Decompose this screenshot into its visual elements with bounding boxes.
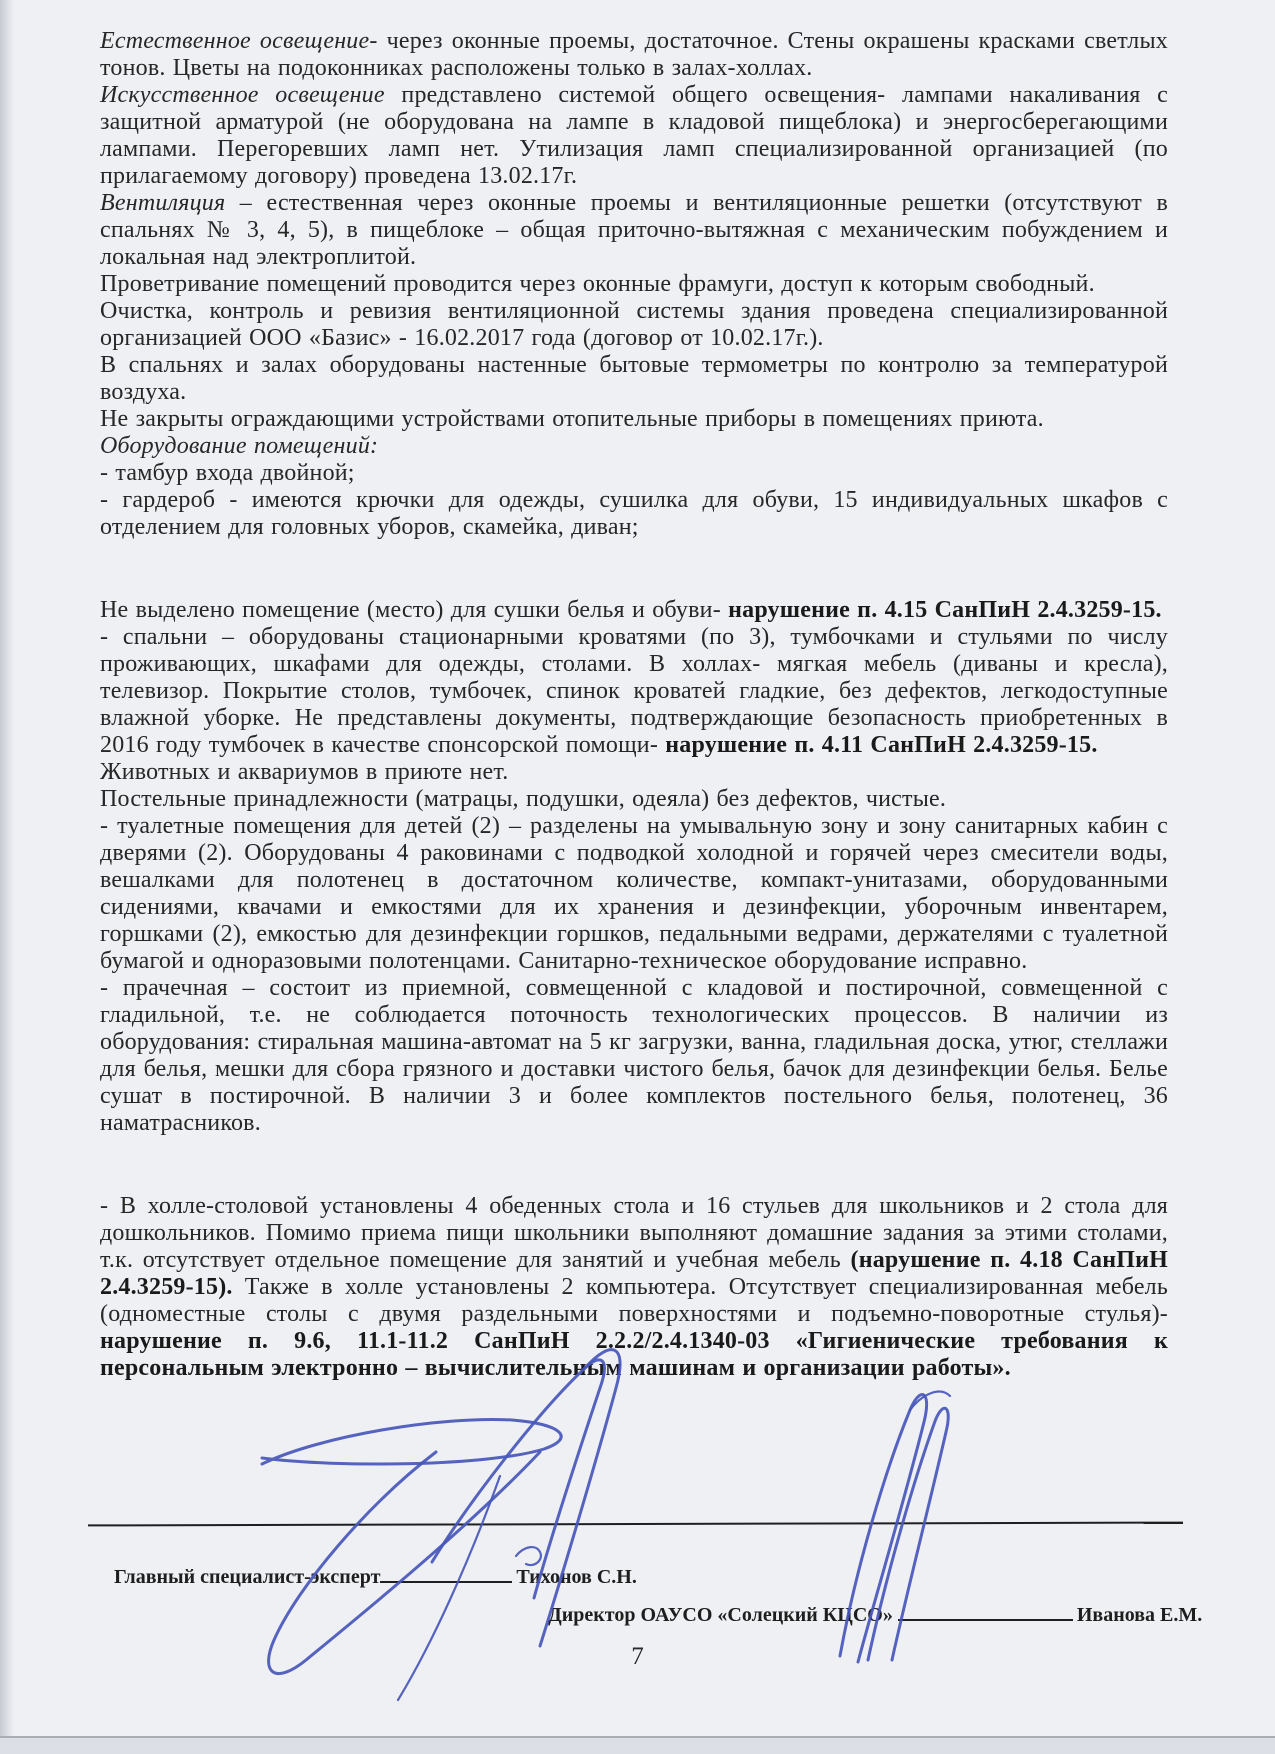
- signature-divider-line: [88, 1522, 1183, 1527]
- report-body-text: [100, 28, 1168, 1382]
- signatory-role-director: Директор ОАУСО «Солецкий КЦСО»: [548, 1604, 893, 1626]
- text-segment: Оборудование помещений:: [100, 433, 379, 459]
- paragraph: [100, 406, 1168, 433]
- text-segment: Вентиляция: [100, 190, 226, 216]
- paragraph: [100, 597, 1168, 624]
- signature-blank-line: [898, 1615, 1073, 1621]
- scan-shadow-left: [0, 0, 14, 1754]
- text-segment: Естественное освещение: [100, 28, 370, 54]
- text-segment: - спальни – оборудованы стационарными кроватями (по 3), тумбочками и стульями по числу проживающих, шкафами для одежды, столами. В холлах- мягкая мебель (диваны и кресла), телевизор. Покрытие столов, тумбочек, спинок кроватей гладкие, без дефектов, легкодоступные влажной уборке. Не представлены документы, подтверждающие безопасность приобретенных в 2016 году тумбочек в качестве спонсорской помощи-: [100, 624, 1168, 758]
- paragraph: [100, 190, 1168, 271]
- text-segment: - тамбур входа двойной;: [100, 460, 355, 486]
- paragraph: [100, 487, 1168, 541]
- page-number: 7: [631, 1643, 644, 1670]
- text-segment: В спальнях и залах оборудованы настенные бытовые термометры по контролю за температурой воздуха.: [100, 352, 1168, 405]
- text-segment: нарушение п. 4.11 СанПиН 2.4.3259-15.: [665, 732, 1098, 758]
- signatory-name-director: Иванова Е.М.: [1076, 1604, 1203, 1626]
- signatory-role-expert: Главный специалист-эксперт: [114, 1566, 381, 1588]
- text-segment: нарушение п. 4.15 СанПиН 2.4.3259-15.: [728, 597, 1162, 623]
- scan-edge-bottom: [0, 1736, 1275, 1754]
- signatory-name-expert: Тихонов С.Н.: [516, 1566, 637, 1588]
- paragraph: [100, 433, 1168, 460]
- paragraph: [100, 813, 1168, 975]
- text-segment: Также в холле установлены 2 компьютера. Отсутствует специализированная мебель (одноместные столы с двумя раздельными поверхностями и подъемно-поворотные стулья)-: [100, 1274, 1168, 1327]
- text-segment: - через оконные проемы, достаточное. Стены окрашены красками светлых тонов. Цветы на подоконниках расположены только в залах-холлах.: [100, 28, 1168, 81]
- signature-blank-line: [380, 1577, 512, 1583]
- paragraph: [100, 786, 1168, 813]
- paragraph: [100, 82, 1168, 190]
- paragraph: [100, 298, 1168, 352]
- text-segment: (нарушение п. 4.18 СанПиН 2.4.3259-15).: [100, 1247, 1168, 1300]
- text-segment: - туалетные помещения для детей (2) – разделены на умывальную зону и зону санитарных кабин с дверями (2). Оборудованы 4 раковинами с подводкой холодной и горячей через смесители воды, вешалками для полотенец в достаточном количестве, компакт-унитазами, оборудованными сидениями, квачами и емкостями для их хранения и дезинфекции, уборочным инвентарем, горшками (2), емкостью для дезинфекции горшков, педальными ведрами, держателями с туалетной бумагой и одноразовыми полотенцами. Санитарно-техническое оборудование исправно.: [100, 813, 1168, 974]
- paragraph: [100, 975, 1168, 1137]
- signature-row-expert: [114, 1566, 637, 1589]
- paragraph: [100, 624, 1168, 759]
- signature-row-director: [548, 1604, 1202, 1627]
- paragraph: [100, 1193, 1168, 1382]
- text-segment: Очистка, контроль и ревизия вентиляционной системы здания проведена специализированной организацией ООО «Базис» - 16.02.2017 года (договор от 10.02.17г.).: [100, 298, 1168, 351]
- text-segment: - В холле-столовой установлены 4 обеденных стола и 16 стульев для школьников и 2 стола для дошкольников. Помимо приема пищи школьники выполняют домашние задания за этими столами, т.к. отсутствует отдельное помещение для занятий и учебная мебель: [100, 1193, 1168, 1273]
- text-segment: нарушение п. 9.6, 11.1-11.2 СанПиН 2.2.2/2.4.1340-03 «Гигиенические требования к персональным электронно – вычислительным машинам и организации работы».: [100, 1328, 1168, 1381]
- text-segment: Животных и аквариумов в приюте нет.: [100, 759, 509, 785]
- text-segment: - гардероб - имеются крючки для одежды, сушилка для обуви, 15 индивидуальных шкафов с отделением для головных уборов, скамейка, диван;: [100, 487, 1168, 540]
- text-segment: Не закрыты ограждающими устройствами отопительные приборы в помещениях приюта.: [100, 406, 1044, 432]
- text-segment: представлено системой общего освещения- лампами накаливания с защитной арматурой (не оборудована на лампе в кладовой пищеблока) и энергосберегающими лампами. Перегоревших ламп нет. Утилизация ламп специализированной организацией (по прилагаемому договору) проведена 13.02.17г.: [100, 82, 1168, 189]
- text-segment: – естественная через оконные проемы и вентиляционные решетки (отсутствуют в спальнях № 3, 4, 5), в пищеблоке – общая приточно-вытяжная с механическим побуждением и локальная над электроплитой.: [100, 190, 1168, 270]
- text-segment: Постельные принадлежности (матрацы, подушки, одеяла) без дефектов, чистые.: [100, 786, 947, 812]
- paragraph: [100, 759, 1168, 786]
- text-segment: Не выделено помещение (место) для сушки белья и обуви-: [100, 597, 729, 623]
- paragraph: [100, 460, 1168, 487]
- paragraph: [100, 271, 1168, 298]
- paragraph: [100, 28, 1168, 82]
- text-segment: Проветривание помещений проводится через оконные фрамуги, доступ к которым свободный.: [100, 271, 1095, 297]
- text-segment: - прачечная – состоит из приемной, совмещенной с кладовой и постирочной, совмещенной с гладильной, т.е. не соблюдается поточность технологических процессов. В наличии из оборудования: стиральная машина-автомат на 5 кг загрузки, ванна, гладильная доска, утюг, стеллажи для белья, мешки для сбора грязного и доставки чистого белья, бачок для дезинфекции белья. Белье сушат в постирочной. В наличии 3 и более комплектов постельного белья, полотенец, 36 наматрасников.: [100, 975, 1168, 1136]
- paragraph: [100, 352, 1168, 406]
- text-segment: Искусственное освещение: [100, 82, 385, 108]
